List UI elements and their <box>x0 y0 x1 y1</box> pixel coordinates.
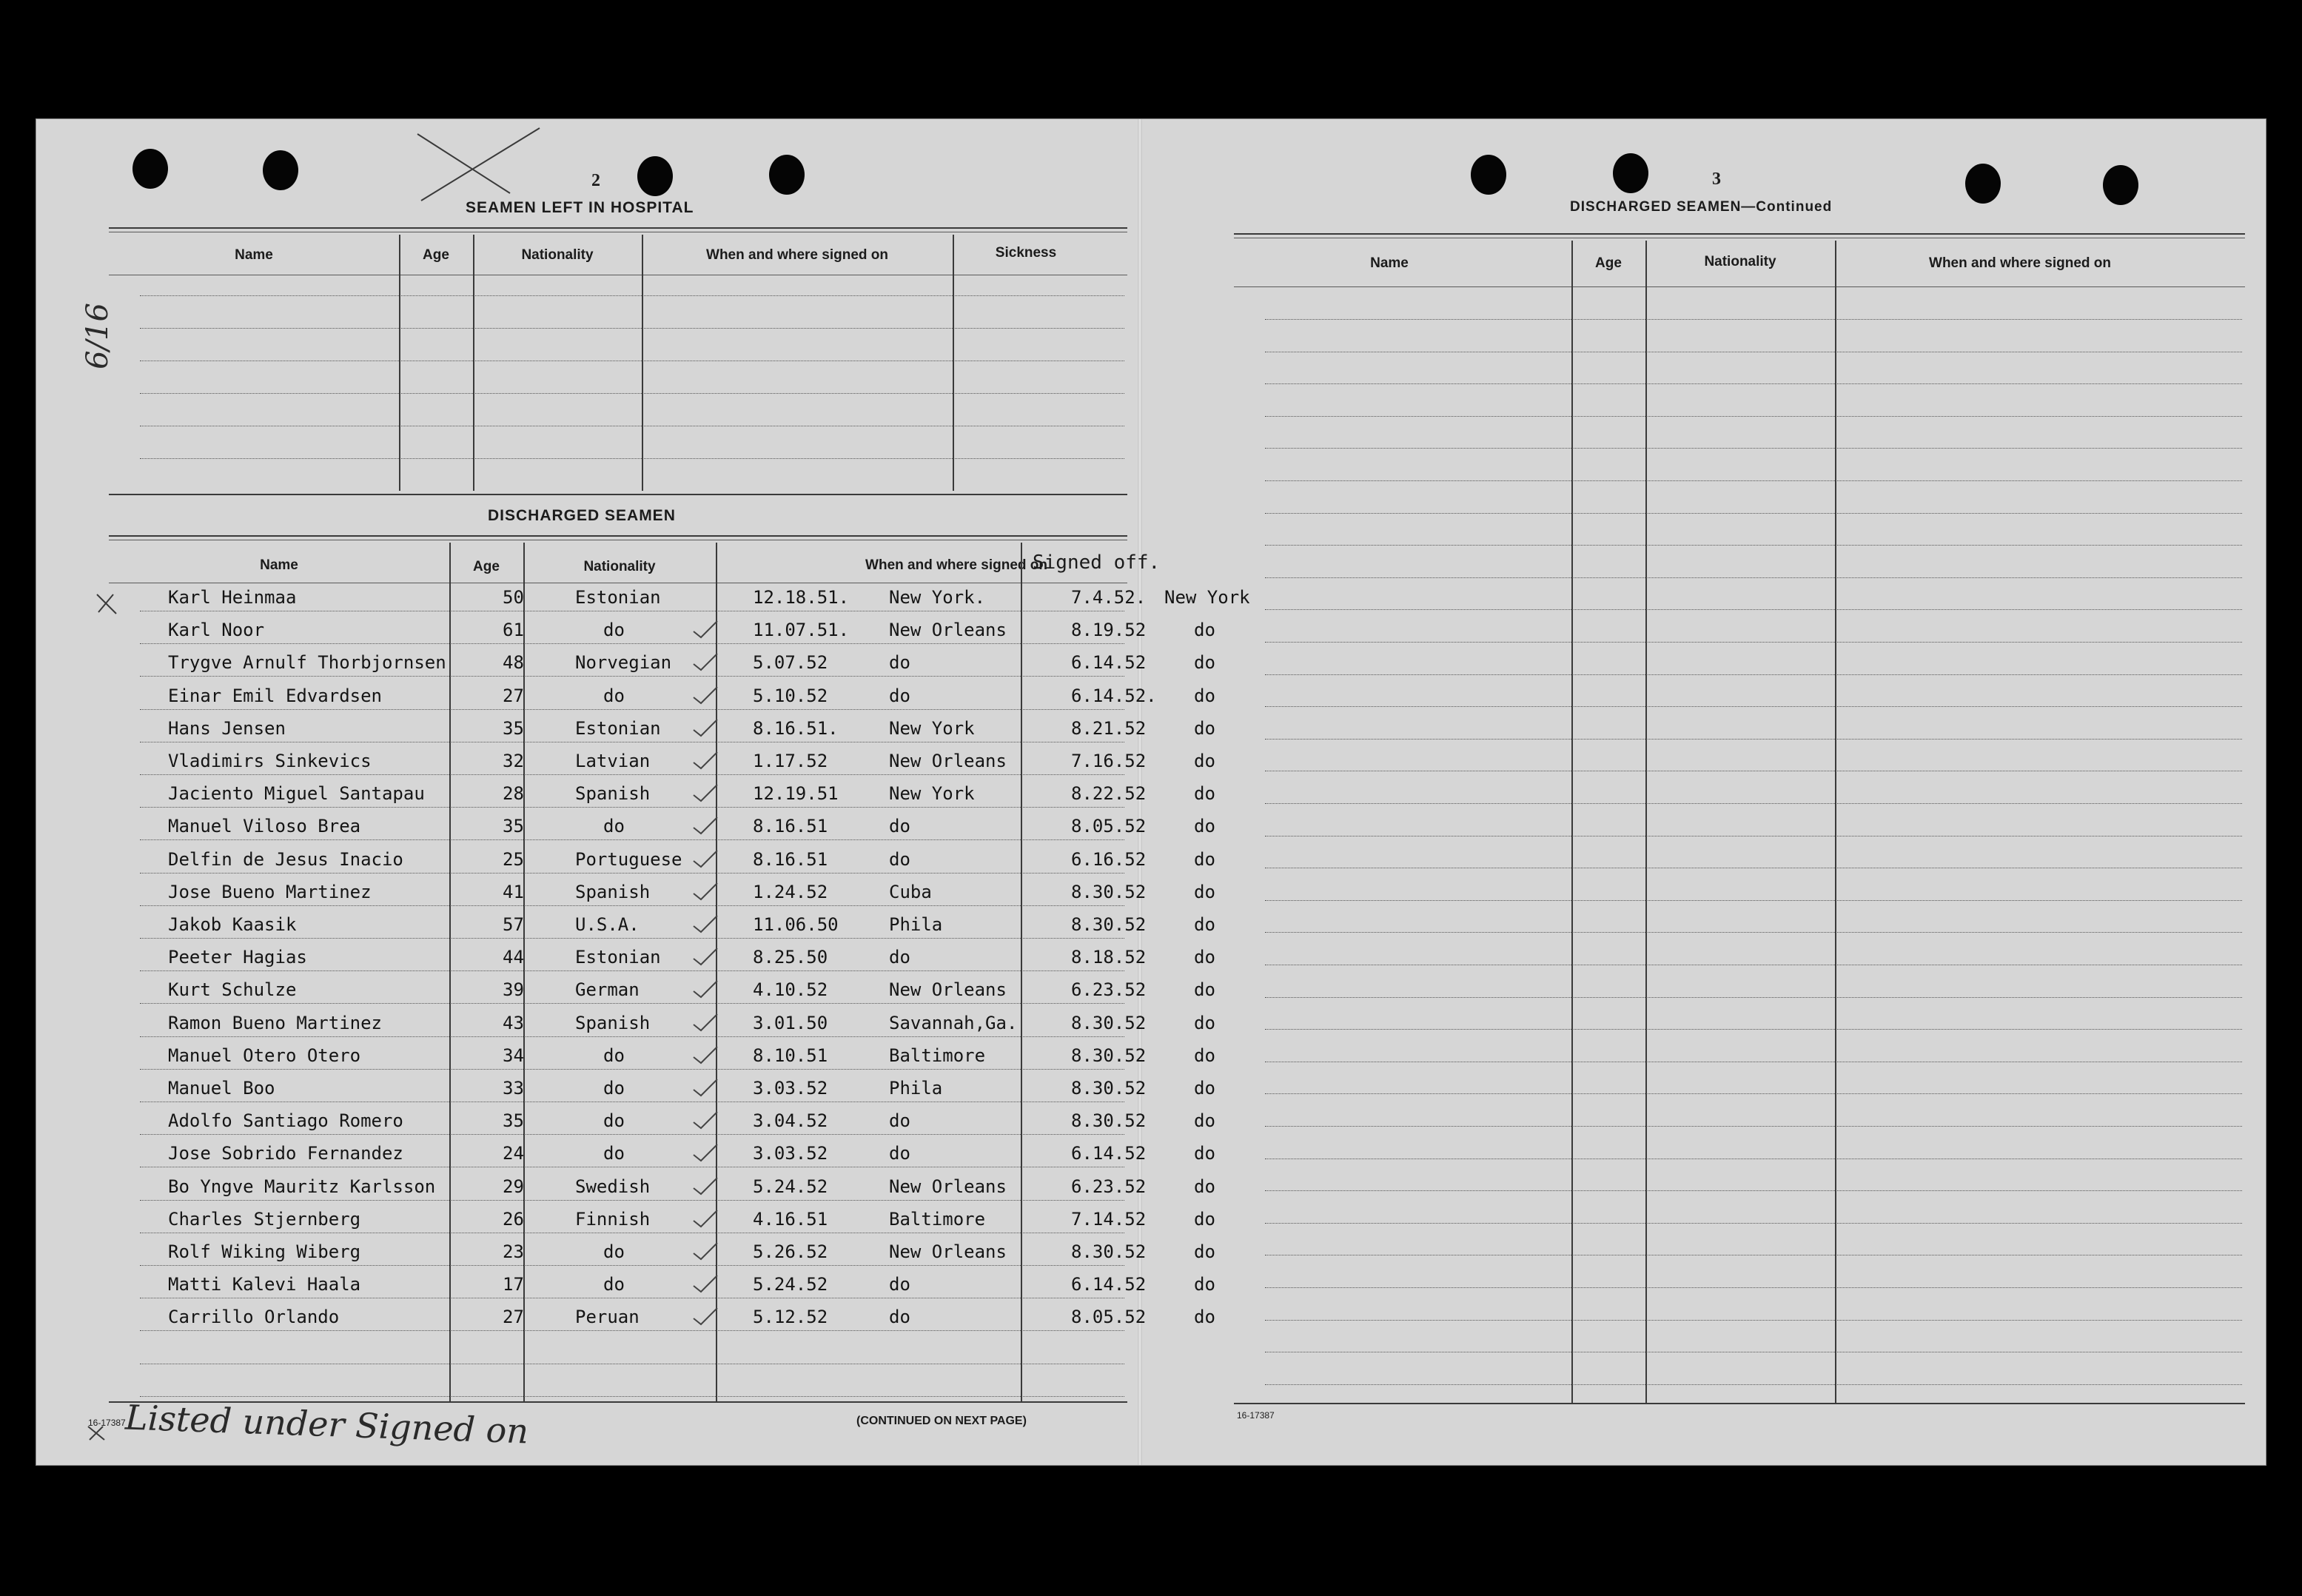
seaman-age: 61 <box>503 620 524 640</box>
table-row <box>1265 1190 2242 1191</box>
pencil-footer-mark <box>88 1426 104 1440</box>
seaman-name: Bo Yngve Mauritz Karlsson <box>168 1176 436 1197</box>
signed-off-date: 6.14.52. <box>1071 685 1157 706</box>
seaman-nationality: Spanish <box>575 783 651 804</box>
pencil-check-mark <box>694 851 717 867</box>
seaman-name: Hans Jensen <box>168 718 286 739</box>
signed-on-date: 5.10.52 <box>753 685 828 706</box>
margin-note: 6/16 <box>80 303 115 369</box>
seaman-nationality: Spanish <box>575 1013 651 1033</box>
seaman-age: 50 <box>503 587 524 608</box>
continued-note: (CONTINUED ON NEXT PAGE) <box>856 1415 1027 1427</box>
seaman-nationality: Portuguese <box>575 849 682 870</box>
signed-on-place: do <box>889 1143 910 1164</box>
signed-on-place: New York. <box>889 587 986 608</box>
signed-on-place: Cuba <box>889 882 932 902</box>
seaman-nationality: Estonian <box>575 947 661 968</box>
signed-off-place: do <box>1194 1209 1215 1230</box>
seaman-nationality: Spanish <box>575 882 651 902</box>
signed-off-place: do <box>1194 1176 1215 1197</box>
signed-on-place: New Orleans <box>889 620 1007 640</box>
signed-off-date: 6.14.52 <box>1071 1143 1147 1164</box>
table-row <box>1265 545 2242 546</box>
pencil-check-mark <box>694 720 717 736</box>
seaman-nationality: Estonian <box>575 587 661 608</box>
signed-off-place: do <box>1194 685 1215 706</box>
table-row <box>1265 1126 2242 1127</box>
table-row <box>1265 739 2242 740</box>
pencil-check-mark <box>694 817 717 834</box>
seaman-age: 27 <box>503 1307 524 1327</box>
table-row <box>1265 513 2242 514</box>
seaman-age: 33 <box>503 1078 524 1099</box>
signed-off-date: 8.18.52 <box>1071 947 1147 968</box>
pencil-check-mark <box>694 1243 717 1259</box>
seaman-name: Einar Emil Edvardsen <box>168 685 382 706</box>
table-row <box>1265 642 2242 643</box>
form-number-right: 16-17387 <box>1237 1410 1275 1421</box>
signed-on-date: 1.24.52 <box>753 882 828 902</box>
pencil-check-mark <box>694 1047 717 1063</box>
seaman-age: 35 <box>503 1110 524 1131</box>
signed-off-date: 8.30.52 <box>1071 882 1147 902</box>
seaman-nationality: do <box>603 685 625 706</box>
signed-on-date: 5.26.52 <box>753 1241 828 1262</box>
signed-on-place: do <box>889 685 910 706</box>
signed-off-place: do <box>1194 816 1215 836</box>
signed-off-date: 8.30.52 <box>1071 914 1147 935</box>
pencil-check-mark <box>694 1014 717 1030</box>
signed-on-place: New Orleans <box>889 979 1007 1000</box>
signed-off-date: 7.14.52 <box>1071 1209 1147 1230</box>
right-col-signed-on: When and where signed on <box>1929 255 2111 271</box>
seaman-nationality: do <box>603 1110 625 1131</box>
seaman-name: Kurt Schulze <box>168 979 297 1000</box>
signed-on-date: 12.18.51. <box>753 587 850 608</box>
hospital-col-signed-on: When and where signed on <box>706 247 888 263</box>
pencil-check-mark <box>694 1275 717 1292</box>
discharged-section-title: DISCHARGED SEAMEN <box>488 507 676 524</box>
signed-on-date: 8.16.51. <box>753 718 839 739</box>
hospital-section-title: SEAMEN LEFT IN HOSPITAL <box>466 199 694 216</box>
right-col-age: Age <box>1595 255 1622 271</box>
signed-on-date: 5.12.52 <box>753 1307 828 1327</box>
pencil-check-mark <box>694 621 717 637</box>
pencil-check-mark <box>694 883 717 899</box>
seaman-name: Vladimirs Sinkevics <box>168 751 372 771</box>
signed-on-place: do <box>889 1274 910 1295</box>
page-number-right: 3 <box>1712 170 1721 189</box>
signed-off-place: do <box>1194 1013 1215 1033</box>
signed-off-date: 8.05.52 <box>1071 1307 1147 1327</box>
seaman-age: 48 <box>503 652 524 673</box>
seaman-nationality: Estonian <box>575 718 661 739</box>
signed-on-place: New Orleans <box>889 1241 1007 1262</box>
signed-on-date: 8.16.51 <box>753 816 828 836</box>
seaman-nationality: Swedish <box>575 1176 651 1197</box>
right-col-nationality: Nationality <box>1704 254 1776 269</box>
page-number-left: 2 <box>591 171 600 190</box>
seaman-age: 29 <box>503 1176 524 1197</box>
signed-on-date: 3.03.52 <box>753 1078 828 1099</box>
signed-off-date: 8.30.52 <box>1071 1110 1147 1131</box>
register-sheet <box>36 118 2266 1466</box>
discharged-col-age: Age <box>473 559 500 574</box>
seaman-name: Karl Noor <box>168 620 265 640</box>
seaman-nationality: do <box>603 1241 625 1262</box>
signed-off-place: do <box>1194 849 1215 870</box>
pencil-check-mark <box>694 1144 717 1161</box>
signed-off-date: 6.23.52 <box>1071 979 1147 1000</box>
seaman-name: Manuel Otero Otero <box>168 1045 361 1066</box>
seaman-nationality: Finnish <box>575 1209 651 1230</box>
signed-on-place: do <box>889 947 910 968</box>
punch-hole <box>1965 164 2001 204</box>
seaman-age: 27 <box>503 685 524 706</box>
hospital-col-nationality: Nationality <box>521 247 594 263</box>
seaman-nationality: Peruan <box>575 1307 640 1327</box>
seaman-age: 24 <box>503 1143 524 1164</box>
signed-off-place: do <box>1194 1078 1215 1099</box>
seaman-name: Jose Bueno Martinez <box>168 882 372 902</box>
table-row <box>1265 609 2242 610</box>
seaman-name: Manuel Boo <box>168 1078 275 1099</box>
table-row <box>1265 803 2242 804</box>
pencil-check-mark <box>694 752 717 768</box>
seaman-nationality: U.S.A. <box>575 914 640 935</box>
table-row <box>1265 383 2242 384</box>
signed-off-place: New York <box>1164 587 1250 608</box>
table-row <box>1265 674 2242 675</box>
seaman-age: 34 <box>503 1045 524 1066</box>
signed-off-place: do <box>1194 947 1215 968</box>
signed-on-place: Baltimore <box>889 1209 986 1230</box>
pencil-check-mark <box>694 1308 717 1324</box>
pencil-check-mark <box>694 916 717 932</box>
seaman-nationality: German <box>575 979 640 1000</box>
pencil-cross-mark <box>417 128 540 201</box>
pencil-row-mark <box>97 594 116 614</box>
discharged-continued-title: DISCHARGED SEAMEN—Continued <box>1570 199 1833 215</box>
signed-on-place: do <box>889 1307 910 1327</box>
signed-on-place: New Orleans <box>889 751 1007 771</box>
punch-hole <box>2103 165 2138 205</box>
signed-on-date: 4.16.51 <box>753 1209 828 1230</box>
seaman-nationality: do <box>603 1045 625 1066</box>
seaman-name: Matti Kalevi Haala <box>168 1274 361 1295</box>
seaman-age: 23 <box>503 1241 524 1262</box>
pencil-check-mark <box>694 1079 717 1096</box>
seaman-name: Manuel Viloso Brea <box>168 816 361 836</box>
table-row <box>1265 932 2242 933</box>
seaman-name: Jaciento Miguel Santapau <box>168 783 425 804</box>
signed-off-date: 8.19.52 <box>1071 620 1147 640</box>
table-row <box>1265 1029 2242 1030</box>
seaman-age: 41 <box>503 882 524 902</box>
signed-on-place: Phila <box>889 1078 943 1099</box>
seaman-name: Carrillo Orlando <box>168 1307 340 1327</box>
signed-off-place: do <box>1194 1307 1215 1327</box>
seaman-name: Charles Stjernberg <box>168 1209 361 1230</box>
pencil-check-mark <box>694 1112 717 1128</box>
seaman-age: 35 <box>503 816 524 836</box>
hospital-col-sickness: Sickness <box>995 245 1057 261</box>
signed-off-date: 8.30.52 <box>1071 1241 1147 1262</box>
table-row <box>1265 1384 2242 1385</box>
seaman-name: Delfin de Jesus Inacio <box>168 849 403 870</box>
seaman-name: Trygve Arnulf Thorbjornsen <box>168 652 446 673</box>
signed-on-place: do <box>889 1110 910 1131</box>
signed-on-place: Baltimore <box>889 1045 986 1066</box>
signed-off-place: do <box>1194 751 1215 771</box>
seaman-name: Peeter Hagias <box>168 947 307 968</box>
seaman-nationality: do <box>603 1078 625 1099</box>
seaman-age: 43 <box>503 1013 524 1033</box>
table-row <box>1265 1223 2242 1224</box>
signed-off-date: 6.14.52 <box>1071 652 1147 673</box>
signed-off-date: 7.16.52 <box>1071 751 1147 771</box>
signed-on-place: New York <box>889 718 975 739</box>
right-col-name: Name <box>1370 255 1409 271</box>
signed-on-date: 5.24.52 <box>753 1176 828 1197</box>
seaman-age: 25 <box>503 849 524 870</box>
seaman-nationality: do <box>603 1274 625 1295</box>
seaman-nationality: Latvian <box>575 751 651 771</box>
seaman-name: Jose Sobrido Fernandez <box>168 1143 403 1164</box>
signed-off-date: 8.05.52 <box>1071 816 1147 836</box>
signed-off-place: do <box>1194 914 1215 935</box>
signed-on-place: do <box>889 816 910 836</box>
signed-on-place: New York <box>889 783 975 804</box>
signed-off-date: 8.30.52 <box>1071 1045 1147 1066</box>
hospital-col-name: Name <box>235 247 273 263</box>
seaman-nationality: do <box>603 1143 625 1164</box>
table-row <box>1265 1287 2242 1288</box>
signed-on-date: 4.10.52 <box>753 979 828 1000</box>
pencil-marks <box>36 119 1132 1452</box>
seaman-age: 28 <box>503 783 524 804</box>
signed-on-place: do <box>889 652 910 673</box>
signed-off-date: 8.30.52 <box>1071 1078 1147 1099</box>
signed-off-date: 7.4.52. <box>1071 587 1147 608</box>
punch-hole <box>1613 153 1648 193</box>
discharged-col-nationality: Nationality <box>583 559 656 574</box>
form-number-left: 16-17387 <box>88 1418 126 1428</box>
signed-off-date: 6.16.52 <box>1071 849 1147 870</box>
signed-on-date: 1.17.52 <box>753 751 828 771</box>
signed-on-date: 11.06.50 <box>753 914 839 935</box>
pencil-check-mark <box>694 687 717 703</box>
signed-off-place: do <box>1194 979 1215 1000</box>
discharged-col-signed-on: When and where signed on <box>865 557 1047 573</box>
seaman-name: Rolf Wiking Wiberg <box>168 1241 361 1262</box>
pencil-check-mark <box>694 981 717 997</box>
signed-on-date: 5.07.52 <box>753 652 828 673</box>
pencil-check-mark <box>694 1210 717 1227</box>
signed-off-date: 6.23.52 <box>1071 1176 1147 1197</box>
signed-on-date: 12.19.51 <box>753 783 839 804</box>
signed-off-place: do <box>1194 620 1215 640</box>
pencil-check-mark <box>694 1178 717 1194</box>
signed-off-place: do <box>1194 1045 1215 1066</box>
signed-off-place: do <box>1194 1110 1215 1131</box>
pencil-check-mark <box>694 948 717 965</box>
signed-off-date: 8.22.52 <box>1071 783 1147 804</box>
handwritten-note: Listed under Signed on <box>124 1397 529 1452</box>
table-row <box>1265 997 2242 998</box>
seaman-name: Ramon Bueno Martinez <box>168 1013 382 1033</box>
seaman-name: Karl Heinmaa <box>168 587 297 608</box>
seaman-name: Adolfo Santiago Romero <box>168 1110 403 1131</box>
seaman-age: 39 <box>503 979 524 1000</box>
table-row <box>1265 577 2242 578</box>
seaman-age: 35 <box>503 718 524 739</box>
signed-off-date: 8.21.52 <box>1071 718 1147 739</box>
seaman-age: 57 <box>503 914 524 935</box>
table-row <box>1265 706 2242 707</box>
seaman-age: 32 <box>503 751 524 771</box>
signed-on-place: Phila <box>889 914 943 935</box>
signed-on-date: 3.03.52 <box>753 1143 828 1164</box>
signed-on-date: 8.10.51 <box>753 1045 828 1066</box>
hospital-col-age: Age <box>423 247 449 263</box>
pencil-check-mark <box>694 785 717 801</box>
signed-off-place: do <box>1194 1241 1215 1262</box>
seaman-nationality: do <box>603 620 625 640</box>
seaman-age: 17 <box>503 1274 524 1295</box>
punch-hole <box>1471 155 1506 195</box>
signed-off-date: 8.30.52 <box>1071 1013 1147 1033</box>
seaman-nationality: do <box>603 816 625 836</box>
signed-off-header: Signed off. <box>1033 551 1161 574</box>
signed-on-place: Savannah,Ga. <box>889 1013 1018 1033</box>
discharged-col-name: Name <box>260 557 298 573</box>
table-row <box>1265 1093 2242 1094</box>
seaman-name: Jakob Kaasik <box>168 914 297 935</box>
signed-on-date: 8.25.50 <box>753 947 828 968</box>
signed-on-place: New Orleans <box>889 1176 1007 1197</box>
signed-off-place: do <box>1194 783 1215 804</box>
signed-off-place: do <box>1194 1143 1215 1164</box>
table-row <box>1265 448 2242 449</box>
table-row <box>1265 900 2242 901</box>
signed-on-date: 8.16.51 <box>753 849 828 870</box>
seaman-nationality: Norvegian <box>575 652 672 673</box>
signed-off-place: do <box>1194 1274 1215 1295</box>
seaman-age: 44 <box>503 947 524 968</box>
signed-on-place: do <box>889 849 910 870</box>
pencil-check-mark <box>694 654 717 670</box>
signed-off-place: do <box>1194 718 1215 739</box>
signed-on-date: 3.04.52 <box>753 1110 828 1131</box>
signed-off-date: 6.14.52 <box>1071 1274 1147 1295</box>
table-row <box>1265 416 2242 417</box>
signed-on-date: 11.07.51. <box>753 620 850 640</box>
signed-on-date: 5.24.52 <box>753 1274 828 1295</box>
signed-off-place: do <box>1194 652 1215 673</box>
table-row <box>1265 1320 2242 1321</box>
signed-off-place: do <box>1194 882 1215 902</box>
signed-on-date: 3.01.50 <box>753 1013 828 1033</box>
table-row <box>1265 319 2242 320</box>
table-row <box>1265 480 2242 481</box>
seaman-age: 26 <box>503 1209 524 1230</box>
